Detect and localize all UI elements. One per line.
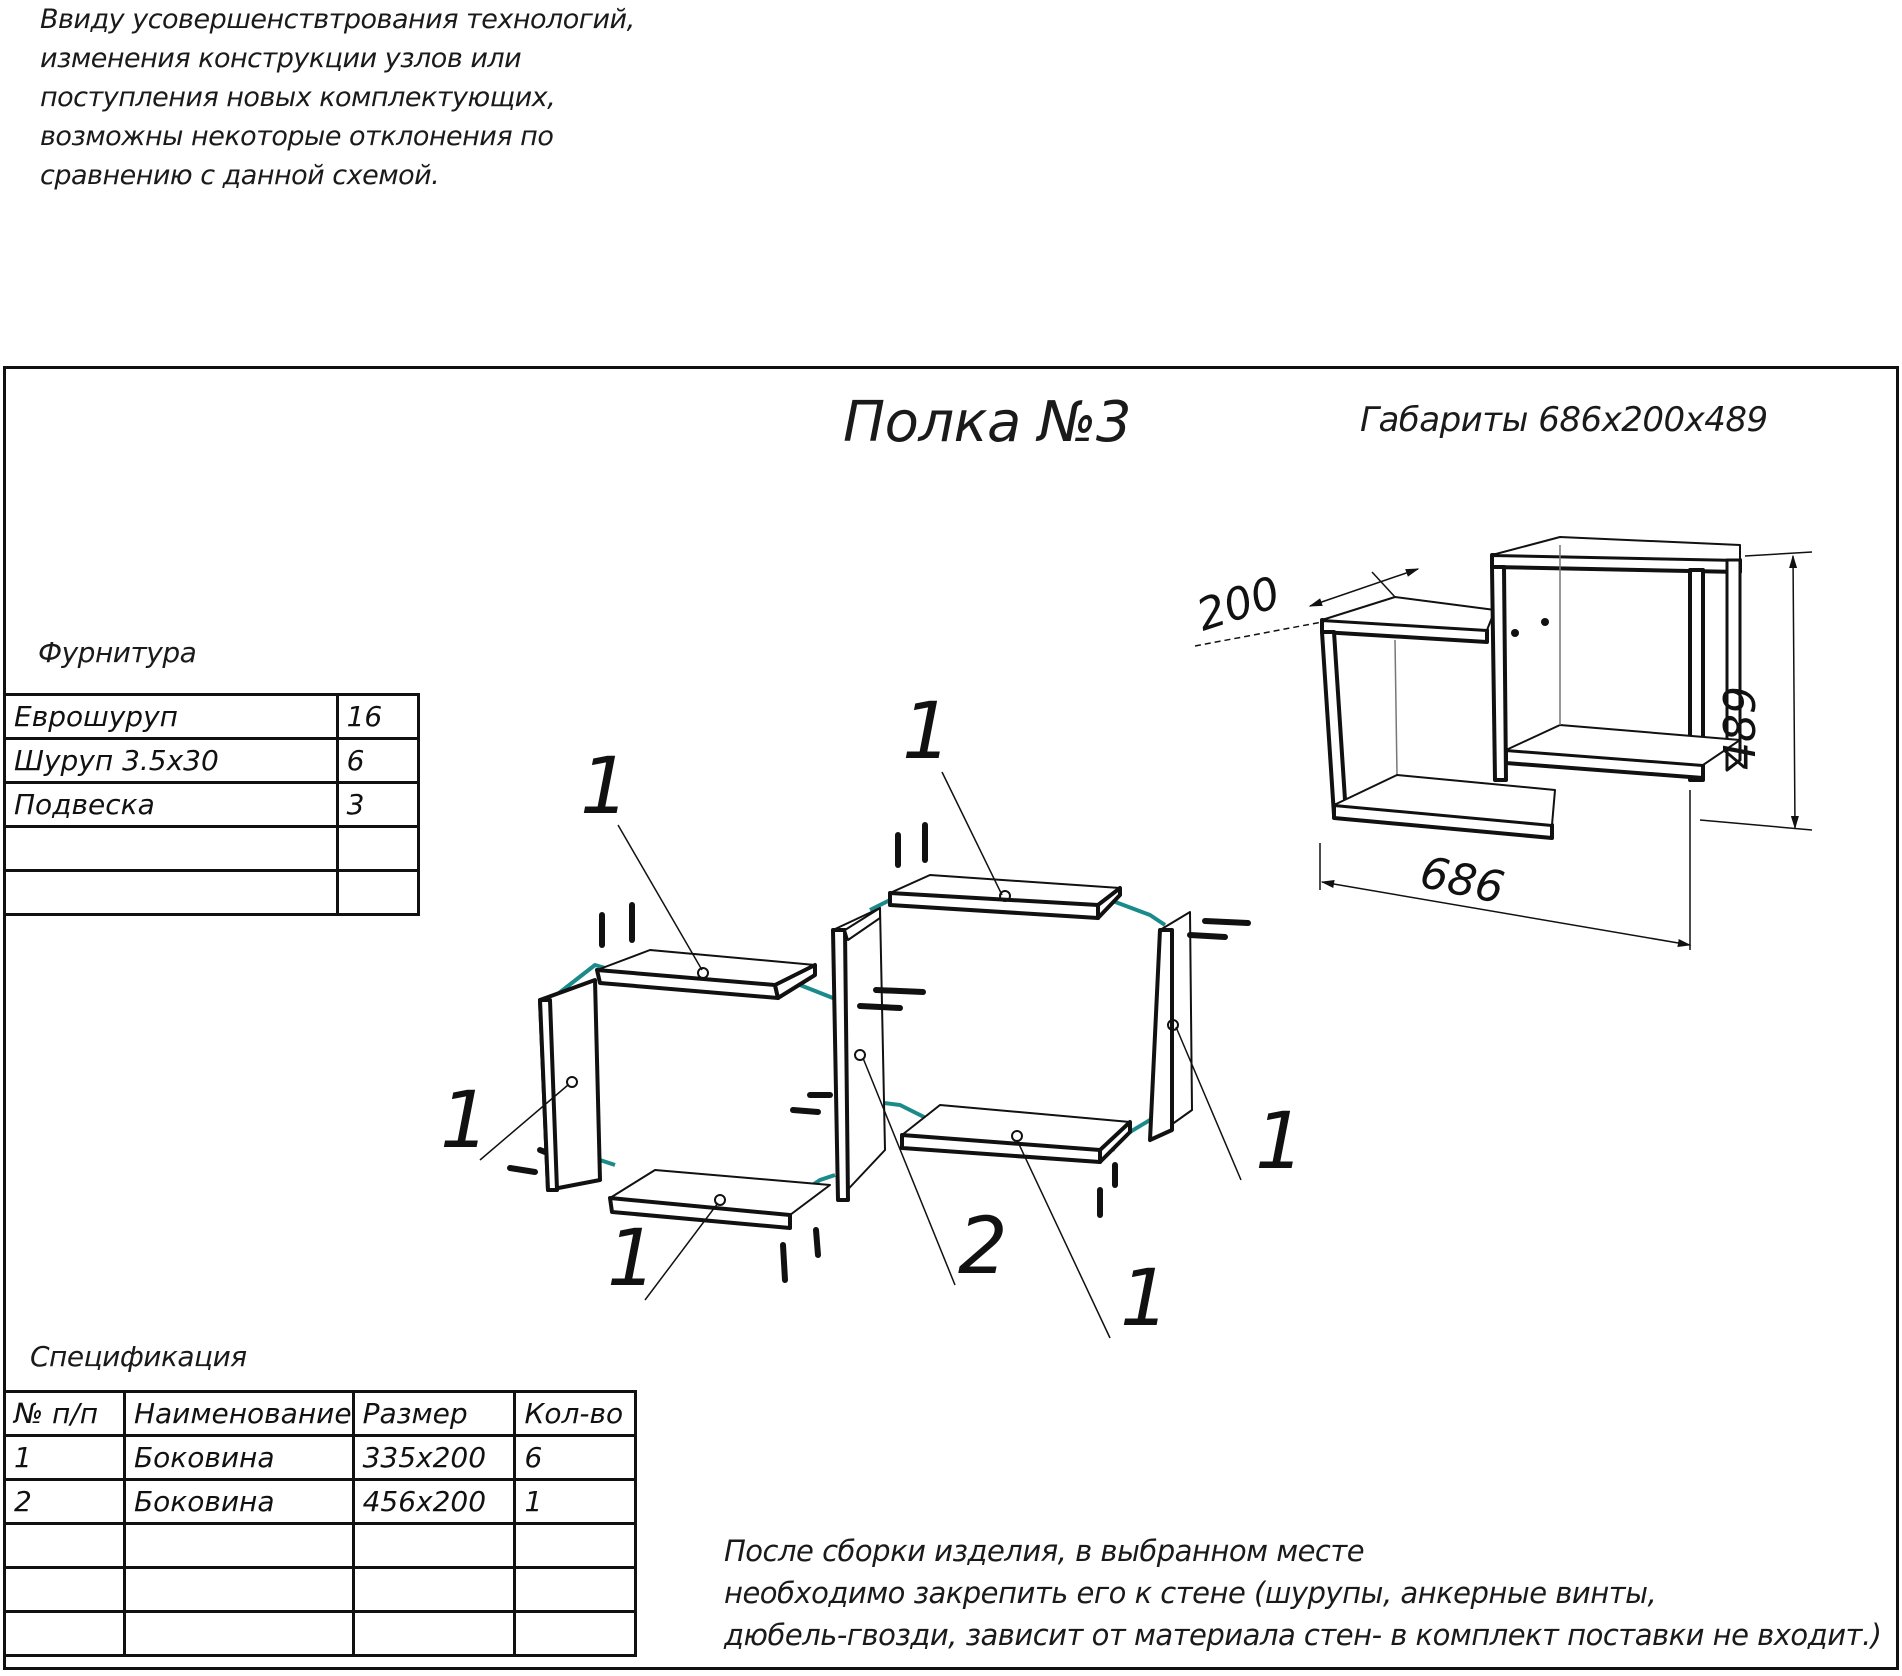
note-line: дюбель-гвозди, зависит от материала стен- в комплект поставки не входит.): [724, 1618, 1882, 1652]
right-side-panel: [1150, 912, 1192, 1140]
column-header: Наименование: [124, 1392, 353, 1436]
width-dimension-label: 686: [1415, 846, 1509, 915]
hardware-name-cell: Подвеска: [5, 783, 338, 827]
disclaimer-line: сравнению с данной схемой.: [40, 160, 440, 191]
note-line: необходимо закрепить его к стене (шурупы, анкерные винты,: [724, 1576, 1657, 1610]
callout-top-left-shelf: 1: [580, 742, 630, 832]
disclaimer-line: поступления новых комплектующих,: [40, 82, 556, 113]
hardware-qty-cell: 6: [337, 739, 418, 783]
callout-bottom-left-shelf: 1: [607, 1214, 657, 1304]
bottom-right-shelf: [902, 1105, 1130, 1162]
disclaimer-line: Ввиду усовершенствтрования технологий,: [40, 4, 635, 35]
spec-cell: 1: [5, 1436, 125, 1480]
hardware-name-cell: Шуруп 3.5х30: [5, 739, 338, 783]
callout-top-right-shelf: 1: [902, 687, 952, 777]
spec-cell: 335х200: [353, 1436, 515, 1480]
height-dimension-label: 489: [1715, 686, 1766, 770]
spec-cell: 1: [515, 1480, 636, 1524]
column-header: Размер: [353, 1392, 515, 1436]
callout-right-side: 1: [1255, 1097, 1305, 1187]
column-header: Кол-во: [515, 1392, 636, 1436]
depth-dimension-label: 200: [1190, 567, 1287, 642]
dimensions-label: Габариты 686х200х489: [1360, 400, 1768, 440]
assembled-left-box: [1322, 597, 1555, 838]
disclaimer-line: изменения конструкции узлов или: [40, 43, 522, 74]
hardware-name-cell: Еврошуруп: [5, 695, 338, 739]
note-line: После сборки изделия, в выбранном месте: [724, 1534, 1365, 1568]
hardware-qty-cell: 3: [337, 783, 418, 827]
spec-cell: Боковина: [124, 1480, 353, 1524]
center-side-panel: [833, 908, 885, 1200]
callout-bottom-right-shelf: 1: [1120, 1254, 1170, 1344]
top-right-shelf: [890, 875, 1120, 918]
spec-cell: 456х200: [353, 1480, 515, 1524]
left-side-panel: [540, 980, 600, 1190]
spec-cell: 2: [5, 1480, 125, 1524]
top-left-shelf: [597, 950, 815, 998]
spec-cell: 6: [515, 1436, 636, 1480]
disclaimer-line: возможны некоторые отклонения по: [40, 121, 554, 152]
callout-left-side: 1: [440, 1076, 490, 1166]
hardware-caption: Фурнитура: [38, 636, 197, 669]
column-header: № п/п: [5, 1392, 125, 1436]
hardware-qty-cell: 16: [337, 695, 418, 739]
page-title: Полка №3: [843, 390, 1131, 455]
spec-cell: Боковина: [124, 1436, 353, 1480]
callout-center-side: 2: [958, 1202, 1008, 1292]
specification-caption: Спецификация: [30, 1340, 247, 1373]
assembled-right-box: [1492, 537, 1740, 780]
